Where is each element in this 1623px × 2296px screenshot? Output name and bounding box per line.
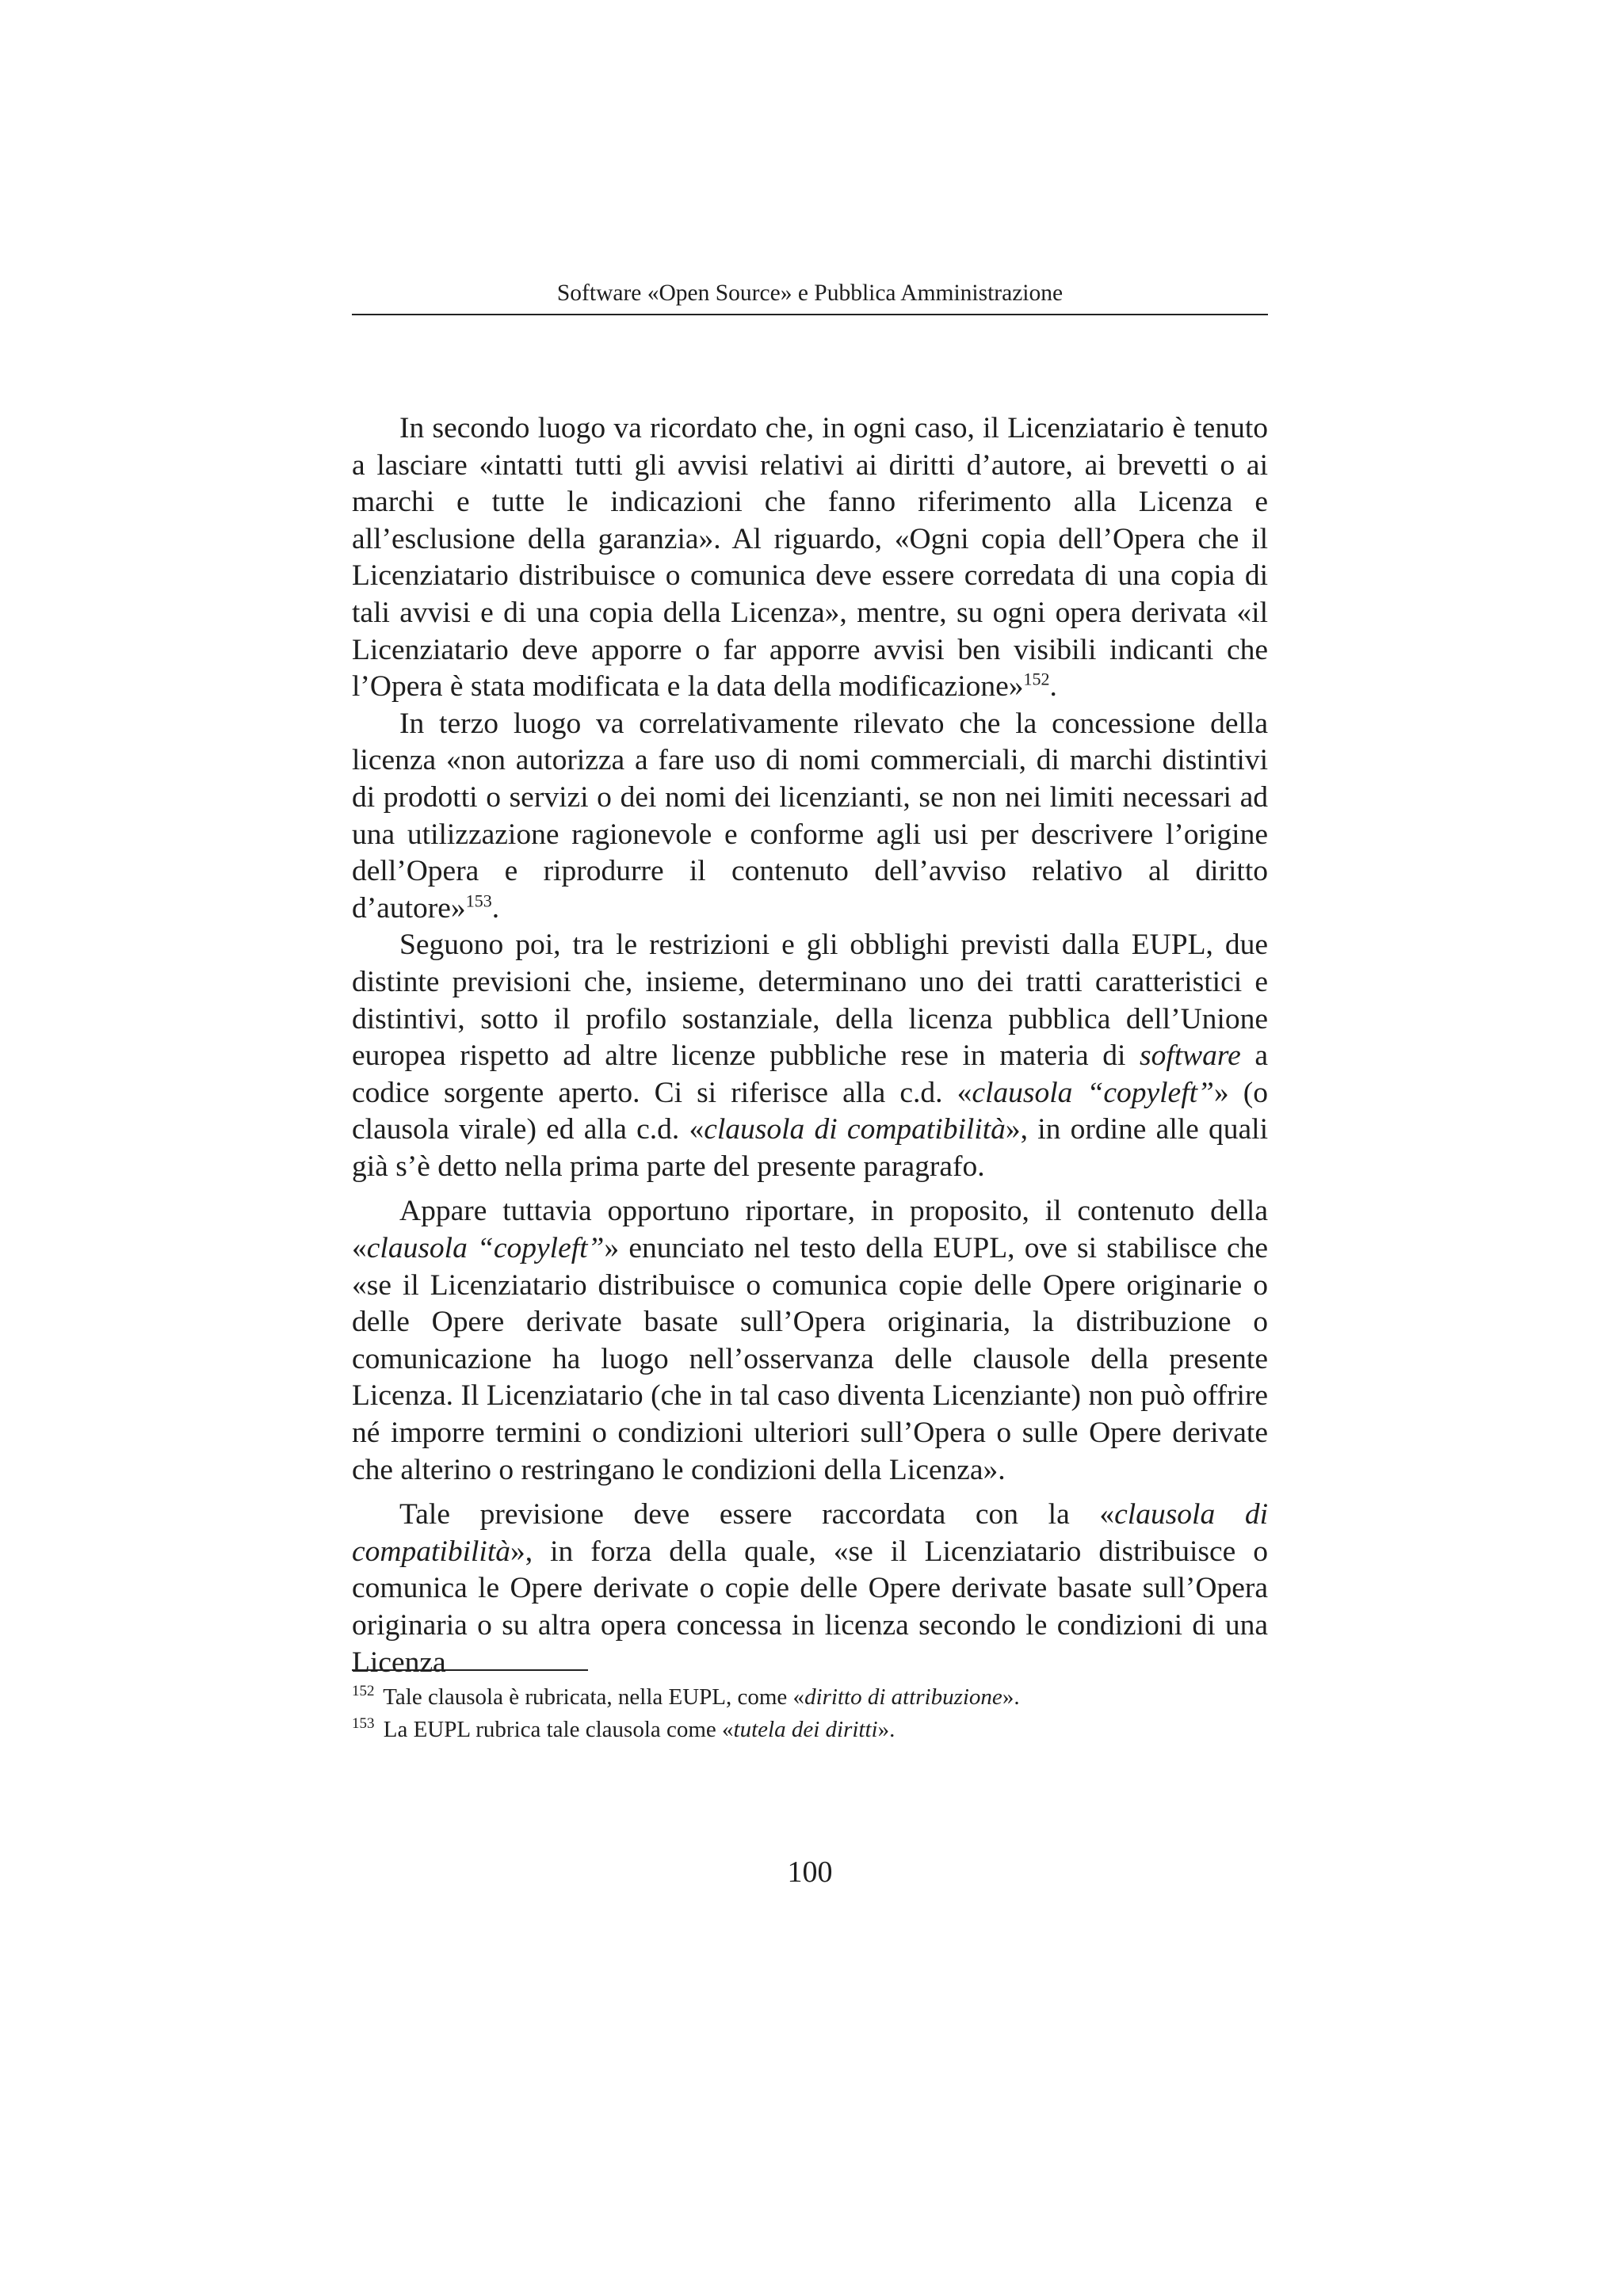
text-run: ». bbox=[1002, 1684, 1020, 1710]
paragraph bbox=[352, 927, 1268, 1185]
italic-text: software bbox=[1139, 1039, 1241, 1073]
text-run: a codice sorgente aperto. Ci si riferisce alla c.d. « bbox=[352, 1039, 1268, 1109]
text-run: ». bbox=[877, 1717, 896, 1742]
paragraph bbox=[352, 706, 1268, 928]
paragraph bbox=[352, 1193, 1268, 1489]
footnote-separator bbox=[352, 1669, 588, 1671]
footnote-number: 152 bbox=[352, 1683, 375, 1700]
header-rule bbox=[352, 314, 1268, 315]
italic-text: clausola “copyleft” bbox=[972, 1076, 1214, 1109]
text-run: Tale clausola è rubricata, nella EUPL, come « bbox=[377, 1684, 805, 1710]
text-run: » enunciato nel testo della EUPL, ove si stabilisce che «se il Licenziatario distribuisce o comunica copie delle Opere originarie o delle Opere derivate basate sull’Opera originaria, la distribuzione o comunicazione ha luogo nell’osservanza delle clausole della presente Licenza. Il Licenziatario (che in tal caso diventa Licenziante) non può offrire né imporre termini o condizioni ulteriori sull’Opera o sulle Opere derivate che alterino o restringano le condizioni della Licenza». bbox=[352, 1232, 1268, 1486]
italic-text: diritto di attribuzione bbox=[804, 1684, 1002, 1710]
body-text bbox=[352, 410, 1268, 1681]
italic-text: clausola “copyleft” bbox=[366, 1232, 605, 1265]
text-run: . bbox=[491, 891, 500, 925]
italic-text: tutela dei diritti bbox=[733, 1717, 878, 1742]
paragraph bbox=[352, 1497, 1268, 1681]
text-run: », in ordine alle quali già s’è detto nella prima parte del presente paragrafo. bbox=[352, 1113, 1269, 1183]
footnote bbox=[352, 1681, 1268, 1714]
text-run: In secondo luogo va ricordato che, in ogni caso, il Licenziatario è tenuto a lasciare «intatti tutti gli avvisi relativi ai diritti d’autore, ai brevetti o ai marchi e tutte le indicazioni che fanno riferimento alla Licenza e all’esclusione della garanzia». Al riguardo, «Ogni copia dell’Opera che il Licenziatario distribuisce o comunica deve essere corredata di una copia di tali avvisi e di una copia della Licenza», mentre, su ogni opera derivata «il Licenziatario deve apporre o far apporre avvisi ben visibili indicanti che l’Opera è stata modificata e la data della modificazione» bbox=[352, 412, 1268, 704]
text-run: . bbox=[1049, 670, 1057, 704]
page-number: 100 bbox=[787, 1855, 833, 1889]
text-run: In terzo luogo va correlativamente rilevato che la concessione della licenza «non autorizza a fare uso di nomi commerciali, di marchi distintivi di prodotti o servizi o dei nomi dei licenzianti, se non nei limiti necessari ad una utilizzazione ragionevole e conforme agli usi per descrivere l’origine dell’Opera e riprodurre il contenuto dell’avviso relativo al diritto d’autore» bbox=[352, 707, 1268, 925]
text-run: Seguono poi, tra le restrizioni e gli obblighi previsti dalla EUPL, due distinte previsioni che, insieme, determinano uno dei tratti caratteristici e distintivi, sotto il profilo sostanziale, della licenza pubblica dell’Unione europea rispetto ad altre licenze pubbliche rese in materia di bbox=[352, 929, 1268, 1073]
italic-text: clausola di compatibilità bbox=[352, 1498, 1269, 1568]
italic-text: clausola di compatibilità bbox=[704, 1113, 1006, 1146]
footnote bbox=[352, 1714, 1268, 1746]
footnotes bbox=[352, 1681, 1268, 1746]
footnote-reference: 153 bbox=[465, 891, 492, 911]
footnote-number: 153 bbox=[352, 1715, 375, 1733]
running-header: Software «Open Source» e Pubblica Amministrazione bbox=[556, 280, 1064, 306]
text-run: La EUPL rubrica tale clausola come « bbox=[377, 1717, 734, 1742]
text-run: Appare tuttavia opportuno riportare, in proposito, il contenuto della « bbox=[352, 1195, 1268, 1265]
text-run: », in forza della quale, «se il Licenziatario distribuisce o comunica le Opere derivate o copie delle Opere derivate basate sull’Opera originaria o su altra opera concessa in licenza secondo le condizioni di una Licenza bbox=[352, 1535, 1268, 1679]
paragraph bbox=[352, 410, 1268, 706]
text-run: Tale previsione deve essere raccordata con la « bbox=[399, 1498, 1115, 1531]
text-run: » (o clausola virale) ed alla c.d. « bbox=[352, 1076, 1268, 1146]
footnote-reference: 152 bbox=[1023, 669, 1050, 689]
